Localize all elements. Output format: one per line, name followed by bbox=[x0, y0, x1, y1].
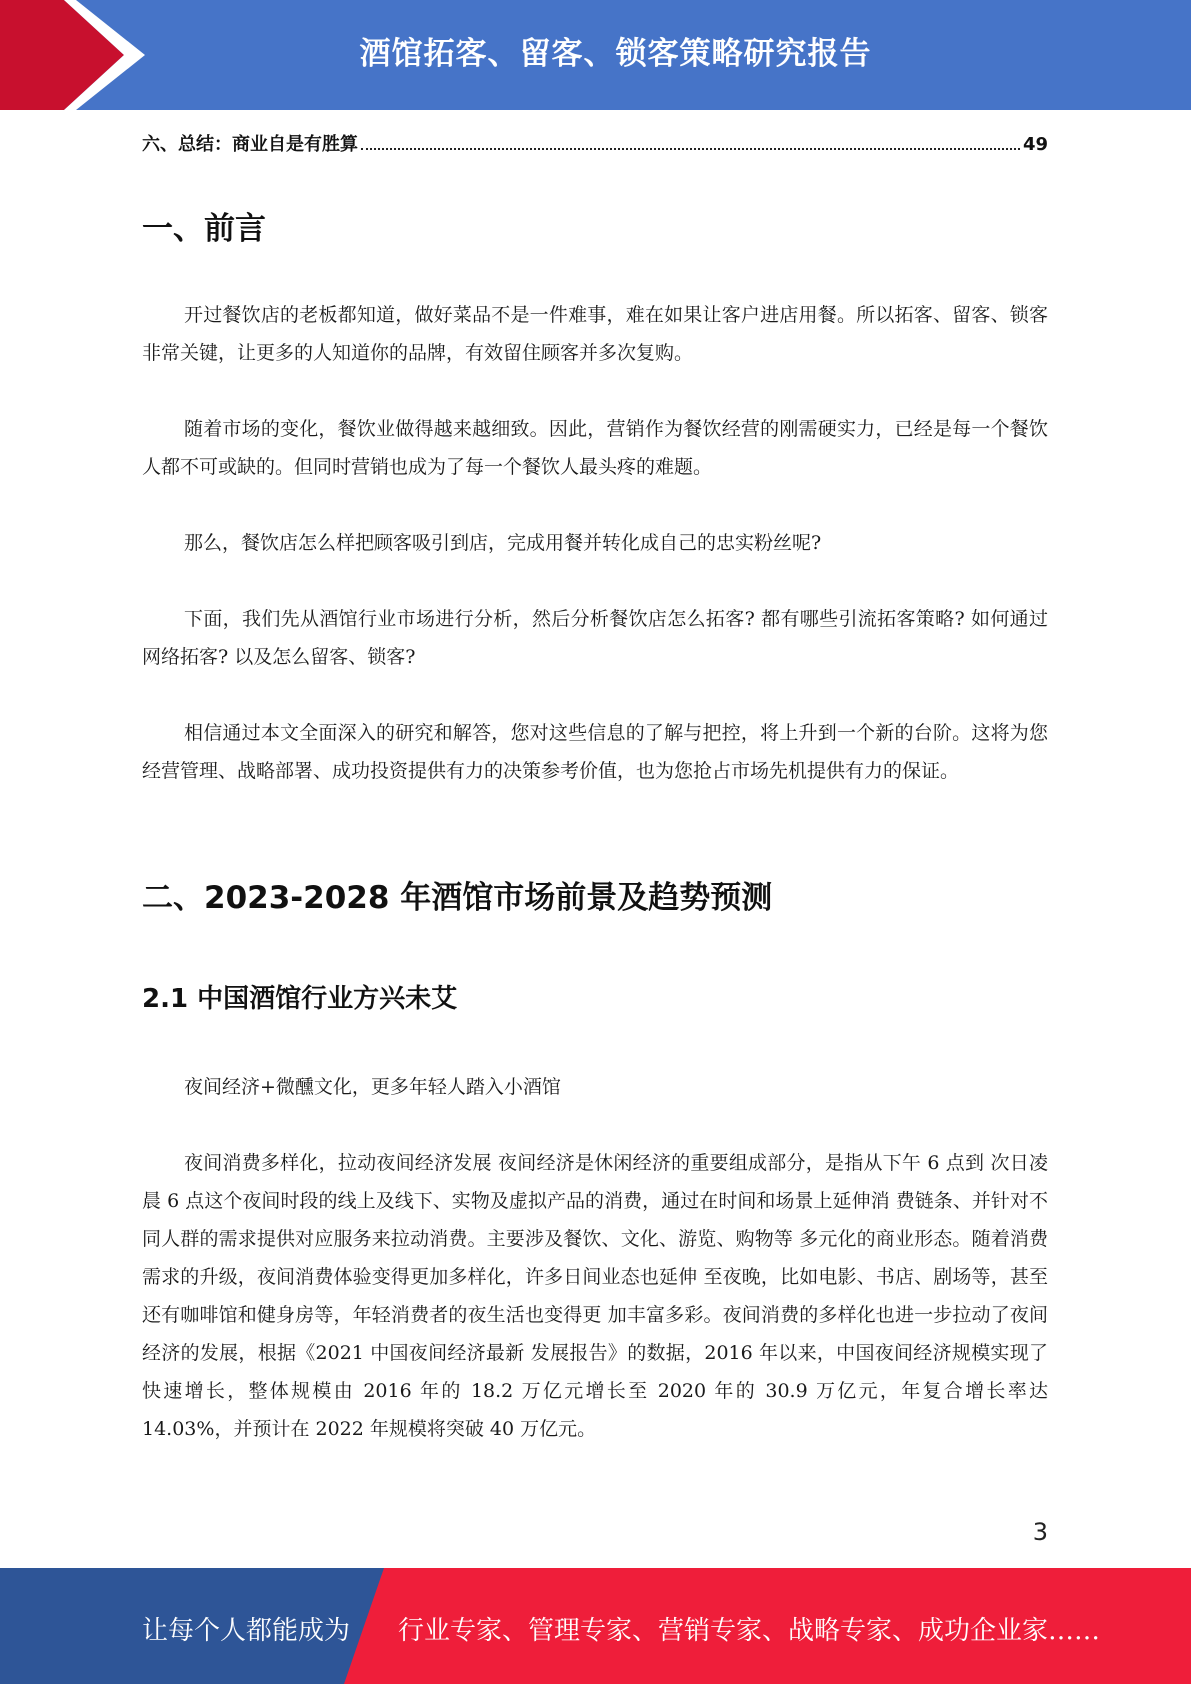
paragraph: 那么，餐饮店怎么样把顾客吸引到店，完成用餐并转化成自己的忠实粉丝呢? bbox=[184, 532, 822, 554]
page-number: 3 bbox=[1032, 1518, 1048, 1546]
page-footer bbox=[0, 1568, 1191, 1684]
toc-entry-page: 49 bbox=[1022, 134, 1048, 155]
paragraph: 夜间经济+微醺文化，更多年轻人踏入小酒馆 bbox=[184, 1076, 561, 1098]
footer-slogan-left: 让每个人都能成为 bbox=[142, 1616, 351, 1646]
paragraph: 随着市场的变化，餐饮业做得越来越细致。因此，营销作为餐饮经营的刚需硬实力，已经是每一个餐饮人都不可或缺的。但同时营销也成为了每一个餐饮人最头疼的难题。 bbox=[142, 418, 1048, 478]
paragraph: 开过餐饮店的老板都知道，做好菜品不是一件难事，难在如果让客户进店用餐。所以拓客、留客、锁客非常关键，让更多的人知道你的品牌，有效留住顾客并多次复购。 bbox=[142, 304, 1048, 364]
report-title: 酒馆拓客、留客、锁客策略研究报告 bbox=[359, 36, 872, 72]
toc-leader-dots bbox=[361, 148, 1020, 150]
page-header bbox=[0, 0, 1191, 110]
footer-slogan-right: 行业专家、管理专家、营销专家、战略专家、成功企业家…… bbox=[398, 1616, 1101, 1646]
subsection-heading: 2.1 中国酒馆行业方兴未艾 bbox=[142, 984, 458, 1014]
toc-entry[interactable] bbox=[142, 130, 1048, 156]
paragraph: 夜间消费多样化，拉动夜间经济发展 夜间经济是休闲经济的重要组成部分，是指从下午 6 点到 次日凌晨 6 点这个夜间时段的线上及线下、实物及虚拟产品的消费，通过在时间和场景上延伸消 费链条、并针对不同人群的需求提供对应服务来拉动消费。主要涉及餐饮、文化、游览、购物等 多元化的商业形态。随着消费需求的升级，夜间消费体验变得更加多样化，许多日间业态也延伸 至夜晚，比如电影、书店、剧场等，甚至还有咖啡馆和健身房等，年轻消费者的夜生活也变得更 加丰富多彩。夜间消费的多样化也进一步拉动了夜间经济的发展，根据《2021 中国夜间经济最新 发展报告》的数据，2016 年以来，中国夜间经济规模实现了快速增长，整体规模由 2016 年的 18.2 万亿元增长至 2020 年的 30.9 万亿元，年复合增长率达 14.03%，并预计在 2022 年规模将突破 40 万亿元。 bbox=[142, 1152, 1048, 1440]
section-heading-preface: 一、前言 bbox=[142, 211, 266, 247]
paragraph: 相信通过本文全面深入的研究和解答，您对这些信息的了解与把控，将上升到一个新的台阶。这将为您经营管理、战略部署、成功投资提供有力的决策参考价值，也为您抢占市场先机提供有力的保证。 bbox=[142, 722, 1048, 782]
section-heading-market-forecast: 二、2023-2028 年酒馆市场前景及趋势预测 bbox=[142, 880, 773, 916]
toc-entry-label: 六、总结：商业自是有胜算 bbox=[142, 134, 358, 155]
paragraph: 下面，我们先从酒馆行业市场进行分析，然后分析餐饮店怎么拓客? 都有哪些引流拓客策略? 如何通过网络拓客? 以及怎么留客、锁客? bbox=[142, 608, 1048, 668]
